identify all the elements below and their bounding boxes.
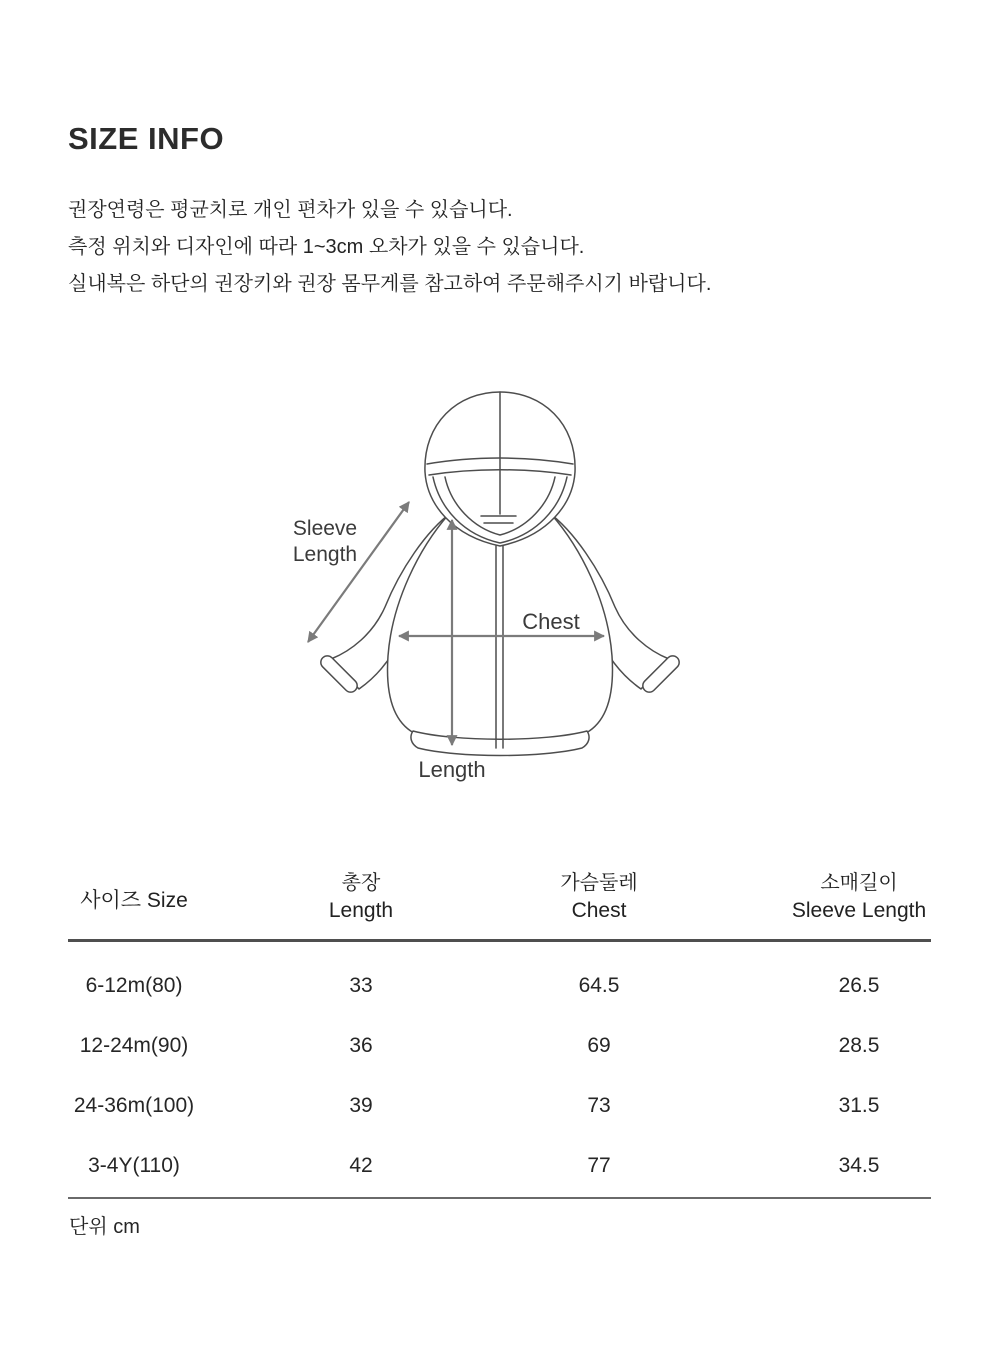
cell-size: 6-12m(80)	[85, 974, 183, 997]
column-header-size-ko: 사이즈	[80, 889, 142, 912]
sleeve-length-label-line1: Sleeve	[292, 517, 358, 540]
page-title: SIZE INFO	[68, 120, 225, 156]
cell-length: 39	[349, 1094, 373, 1117]
unit-note: 단위 cm	[69, 1216, 140, 1238]
cell-chest: 69	[587, 1034, 611, 1057]
note-line-1: 권장연령은 평균치로 개인 편차가 있을 수 있습니다.	[68, 199, 513, 221]
cell-sleeve-length: 34.5	[838, 1154, 880, 1177]
size-notes	[68, 192, 711, 303]
cell-sleeve-length: 28.5	[838, 1034, 880, 1057]
note-line-3: 실내복은 하단의 권장키와 권장 몸무게를 참고하여 주문해주시기 바랍니다.	[68, 273, 712, 295]
table-row	[0, 1016, 1000, 1076]
cell-sleeve-length: 26.5	[838, 974, 880, 997]
jacket-measurement-drawing	[280, 380, 720, 800]
size-table-body	[0, 956, 1000, 1196]
table-row	[0, 1136, 1000, 1196]
column-header-length: 총장 Length	[328, 872, 394, 922]
cell-chest: 73	[587, 1094, 611, 1117]
note-line-2: 측정 위치와 디자인에 따라 1~3cm 오차가 있을 수 있습니다.	[68, 236, 585, 258]
column-header-chest: 가슴둘레 Chest	[560, 872, 638, 922]
size-diagram	[280, 380, 720, 800]
table-header-divider	[68, 939, 931, 942]
table-row	[0, 1076, 1000, 1136]
cell-length: 33	[349, 974, 373, 997]
chest-label: Chest	[522, 609, 580, 634]
column-header-size	[80, 889, 188, 913]
table-row	[0, 956, 1000, 1016]
cell-sleeve-length: 31.5	[838, 1094, 880, 1117]
column-header-size-en: Size	[146, 889, 188, 912]
cell-size: 12-24m(90)	[79, 1034, 189, 1057]
cell-chest: 64.5	[578, 974, 620, 997]
cell-length: 36	[349, 1034, 373, 1057]
table-bottom-divider	[68, 1197, 931, 1199]
jacket-outline	[318, 392, 682, 756]
cell-size: 3-4Y(110)	[88, 1154, 180, 1177]
sleeve-length-label-line2: Length	[292, 543, 358, 566]
column-header-sleeve-length: 소매길이 Sleeve Length	[791, 872, 927, 922]
cell-chest: 77	[587, 1154, 611, 1177]
cell-length: 42	[349, 1154, 373, 1177]
cell-size: 24-36m(100)	[73, 1094, 195, 1117]
length-label: Length	[418, 757, 486, 782]
